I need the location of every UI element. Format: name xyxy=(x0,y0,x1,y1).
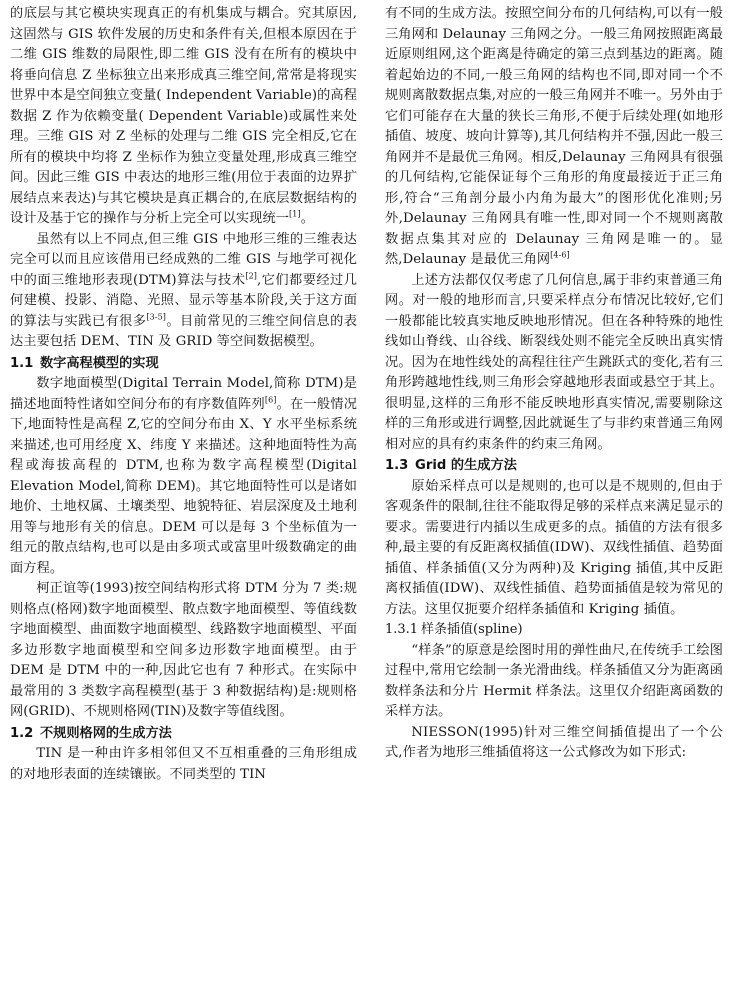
paragraph-dtm-classification: 柯正谊等(1993)按空间结构形式将 DTM 分为 7 类:规则格点(格网)数字地面模型、散点数字地面模型、等值线数字地面模型、曲面数字地面模型、线路数字地面模型、平面多边形数字地面模型和空间多边形数字地面模型。由于 DEM 是 DTM 中的一种,因此它也有 7 种形式。在实际中最常用的 3 类数字高程模型(基于 3 种数据结构)是:规则格网(GRID)、不规则格网(TIN)及数字等值线图。 xyxy=(10,581,357,719)
paragraph-gis-integration: 的底层与其它模块实现真正的有机集成与耦合。究其原因,这固然与 GIS 软件发展的历史和条件有关,但根本原因在于二维 GIS 维数的局限性,即二维 GIS 没有在所有的模块中将垂向信息 Z 坐标独立出来形成真三维空间,常常是将现实世界中本是空间独立变量( Independent Variable)的高程数据 Z 作为依赖变量( Dependent Variable)或属性来处理。三维 GIS 对 Z 坐标的处理与二维 GIS 完全相反,它在所有的模块中均将 Z 坐标作为独立变量处理,形成真三维空间。因此三维 GIS 中表达的地形三维(用位于表面的边界扩展结点来表达)与其它模块是真正耦合的,在底层数据结构的设计及基于它的操作与分析上完全可以实现统一[1]。 xyxy=(10,6,357,226)
section-heading-1-1: 1.1 数字高程模型的实现 xyxy=(10,355,159,371)
section-heading-1-3-1: 1.3.1 样条插值(spline) xyxy=(385,622,523,637)
paragraph-spline: “样条”的原意是绘图时用的弹性曲尺,在传统手工绘图过程中,常用它绘制一条光滑曲线。样条插值又分为距离函数样条法和分片 Hermit 样条法。这里仅介绍距离函数的采样方法。 xyxy=(385,642,723,719)
section-heading-1-3: 1.3 Grid 的生成方法 xyxy=(385,458,517,473)
left-column xyxy=(10,4,357,785)
citation: [4-6] xyxy=(550,250,570,260)
citation: [1] xyxy=(289,209,301,219)
citation: [6] xyxy=(264,395,277,405)
paragraph-niesson-formula: NIESSON(1995)针对三维空间插值提出了一个公式,作者为地形三维插值将这一公式修改为如下形式: xyxy=(385,724,723,760)
paragraph-tin-intro: TIN 是一种由许多相邻但又不互相重叠的三角形组成的对地形表面的连续镶嵌。不同类型的 TIN xyxy=(10,746,357,782)
section-heading-1-2: 1.2 不规则格网的生成方法 xyxy=(10,725,172,741)
paragraph-interpolation: 原始采样点可以是规则的,也可以是不规则的,但由于客观条件的限制,往往不能取得足够的采样点来满足显示的要求。需要进行内插以生成更多的点。插值的方法有很多种,最主要的有反距离权插值(IDW)、双线性插值、趋势面插值、样条插值(又分为两种)及 Kriging 插值,其中反距离权插值(IDW)、双线性插值、趋势面插值是较为常见的方法。这里仅扼要介绍样条插值和 Kriging 插值。 xyxy=(385,478,723,617)
citation: [2] xyxy=(245,271,258,281)
citation: [3-5] xyxy=(146,312,167,322)
paragraph-delaunay: 有不同的生成方法。按照空间分布的几何结构,可以有一般三角网和 Delaunay 三角网之分。一般三角网按照距离最近原则组网,这个距离是待确定的第三点到基边的距离。随着起始边的不同,一般三角网的结构也不同,即对同一个不规则离散数据点集,对应的一般三角网并不唯一。另外由于它们可能存在大量的狭长三角形,不便于后续处理(如地形插值、坡度、坡向计算等),其几何结构并不强,因此一般三角网并不是最优三角网。相反,Delaunay 三角网具有很强的几何结构,它能保证每个三角形的角度最接近于正三角形,符合“三角剖分最小内角为最大”的图形优化准则;另外,Delaunay 三角网具有唯一性,即对同一个不规则离散数据点集其对应的 Delaunay 三角网是唯一的。显然,Delaunay 是最优三角网[4-6] xyxy=(385,6,723,267)
right-column xyxy=(385,4,723,764)
paragraph-3d-representation: 虽然有以上不同点,但三维 GIS 中地形三维的三维表达完全可以而且应该借用已经成熟的二维 GIS 与地学可视化中的面三维地形表现(DTM)算法与技术[2],它们都要经过几何建模、投影、消隐、光照、显示等基本阶段,关于这方面的算法与实践已有很多[3-5]。目前常见的三维空间信息的表达主要包括 DEM、TIN 及 GRID 等空间数据模型。 xyxy=(10,231,357,349)
paragraph-dtm-definition: 数字地面模型(Digital Terrain Model,简称 DTM)是描述地面特性诸如空间分布的有序数值阵列[6]。在一般情况下,地面特性是高程 Z,它的空间分布由 X、Y 水平坐标系统来描述,也可用经度 X、纬度 Y 来描述。这种地面特性为高程或海拔高程的 DTM,也称为数字高程模型(Digital Elevation Model,简称 DEM)。其它地面特性可以是诸如地价、土地权属、土壤类型、地貌特征、岩层深度及土地利用等与地形有关的信息。DEM 可以是每 3 个坐标值为一组元的散点结构,也可以是由多项式或富里叶级数确定的曲面方程。 xyxy=(10,376,357,576)
paragraph-constrained-tin: 上述方法都仅仅考虑了几何信息,属于非约束普通三角网。对一般的地形而言,只要采样点分布情况比较好,它们一般都能比较真实地反映地形情况。但在各种特殊的地性线如山脊线、山谷线、断裂线处则不能完全反映出真实情况。因为在地性线处的高程往往产生跳跃式的变化,若有三角形跨越地性线,则三角形会穿越地形表面或悬空于其上。很明显,这样的三角形不能反映地形真实情况,需要剔除这样的三角形或进行调整,因此就诞生了与非约束普通三角网相对应的具有约束条件的约束三角网。 xyxy=(385,272,723,452)
